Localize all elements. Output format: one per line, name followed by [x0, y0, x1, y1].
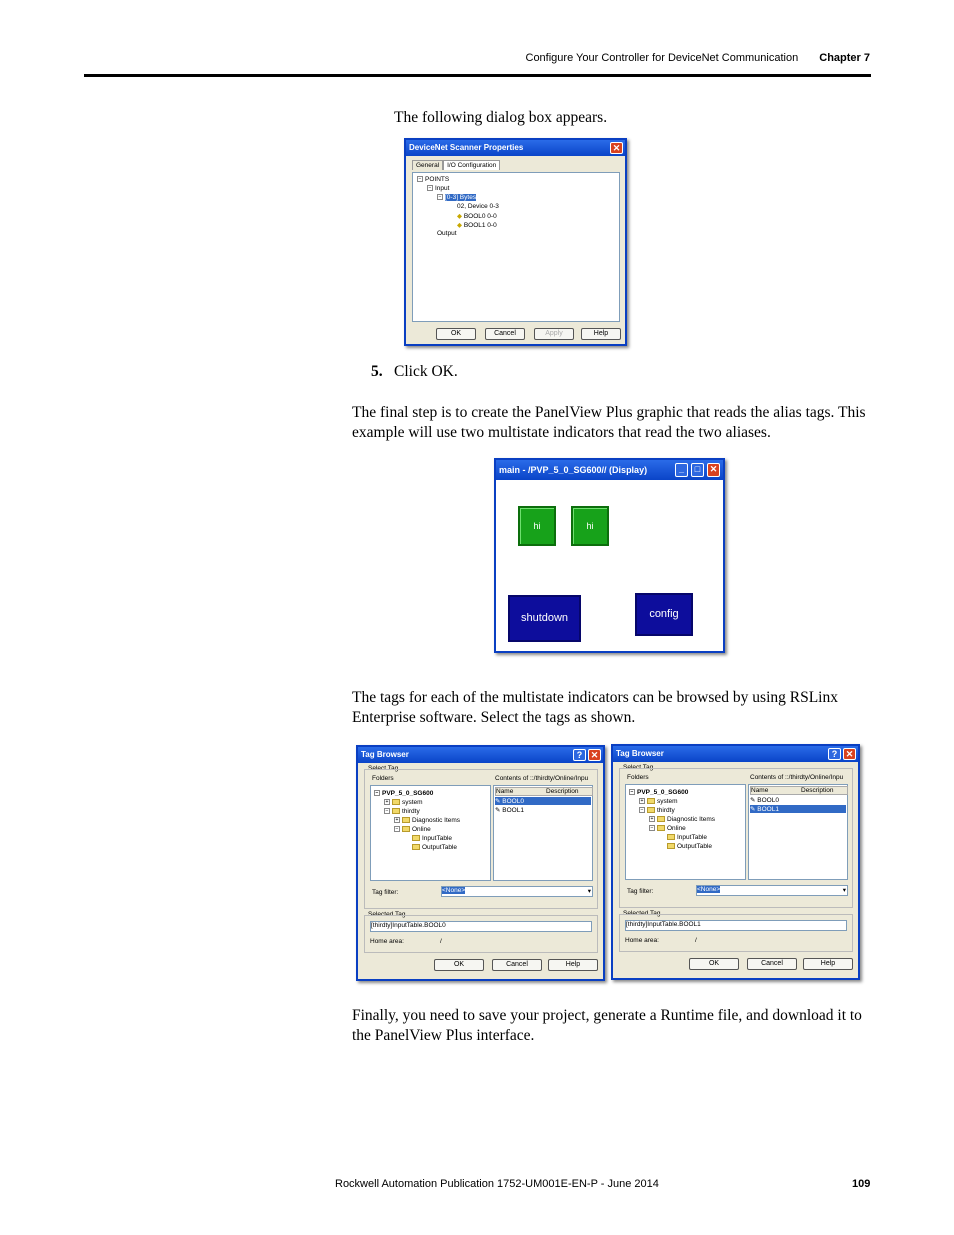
help-icon[interactable]: ?	[828, 748, 841, 760]
tree-item[interactable]: − Online	[395, 826, 431, 833]
ok-button[interactable]: OK	[689, 958, 739, 970]
home-area-value: /	[695, 937, 697, 944]
selected-tag-label: Selected Tag	[368, 911, 406, 918]
step-text: Click OK.	[394, 363, 458, 380]
folder-icon	[647, 798, 655, 804]
folder-icon	[657, 825, 665, 831]
header-section: Configure Your Controller for DeviceNet Communication	[525, 52, 799, 64]
step-number: 5.	[371, 363, 383, 380]
tree-item[interactable]: − PVP_5_0_SG600	[375, 790, 434, 797]
display-title: main - /PVP_5_0_SG600// (Display)	[499, 465, 648, 475]
tag-icon: ✎	[750, 797, 756, 804]
io-tree	[412, 172, 620, 322]
help-button[interactable]: Help	[803, 958, 853, 970]
folder-icon	[412, 844, 420, 850]
tree-item[interactable]: − Input	[428, 185, 450, 192]
tag-browser-title: Tag Browser	[361, 750, 409, 759]
header-chapter: Chapter 7	[819, 52, 870, 64]
paragraph-final-step: The final step is to create the PanelView Plus graphic that reads the alias tags. This example will use two multistate indicators that read the two aliases.	[352, 404, 866, 441]
folders-tree	[625, 784, 746, 880]
folder-icon	[647, 807, 655, 813]
tree-item[interactable]: − Online	[650, 825, 686, 832]
close-icon[interactable]: ✕	[610, 142, 623, 154]
ok-button[interactable]: OK	[436, 328, 476, 340]
tree-item[interactable]: ◆ BOOL1 0-0	[457, 222, 497, 229]
list-item[interactable]: ✎ BOOL0	[495, 797, 591, 805]
maximize-icon[interactable]: □	[691, 463, 704, 477]
close-icon[interactable]: ✕	[707, 463, 720, 477]
tag-browser-left	[356, 745, 605, 981]
display-window	[494, 458, 725, 653]
tag-icon: ✎	[495, 807, 501, 814]
list-item[interactable]: ✎ BOOL0	[750, 797, 779, 804]
tag-filter-select[interactable]: <None> ▾	[697, 886, 846, 894]
devicenet-scanner-dialog	[404, 138, 627, 346]
tree-item[interactable]: OutputTable	[667, 843, 712, 850]
shutdown-button[interactable]: shutdown	[508, 595, 581, 642]
tab-io-configuration[interactable]: I/O Configuration	[443, 160, 500, 170]
tree-item[interactable]: OutputTable	[412, 844, 457, 851]
tag-filter-select[interactable]: <None> ▾	[442, 887, 591, 895]
help-button[interactable]: Help	[581, 328, 621, 340]
footer-publication: Rockwell Automation Publication 1752-UM001E-EN-P - June 2014	[335, 1178, 659, 1190]
contents-list	[748, 784, 848, 880]
dialog-tabs	[412, 160, 500, 170]
tree-item[interactable]: − thirdty	[640, 807, 675, 814]
tree-item[interactable]: Output	[437, 230, 457, 237]
folder-icon	[392, 799, 400, 805]
close-icon[interactable]: ✕	[843, 748, 856, 760]
help-button[interactable]: Help	[548, 959, 598, 971]
contents-list	[493, 785, 593, 881]
tree-item[interactable]: 02, Device 0-3	[457, 203, 499, 210]
column-header[interactable]: Name Description	[495, 787, 593, 796]
tree-item[interactable]: − POINTS	[418, 176, 450, 183]
tree-item[interactable]: + Diagnostic Items	[395, 817, 461, 824]
tree-item[interactable]: InputTable	[667, 834, 707, 841]
cancel-button[interactable]: Cancel	[485, 328, 525, 340]
config-button[interactable]: config	[635, 593, 693, 636]
ok-button[interactable]: OK	[434, 959, 484, 971]
folders-label: Folders	[372, 775, 394, 782]
tree-item[interactable]: − thirdty	[385, 808, 420, 815]
tag-filter-label: Tag filter:	[627, 888, 654, 895]
tag-filter-label: Tag filter:	[372, 889, 399, 896]
paragraph-tags: The tags for each of the multistate indicators can be browsed by using RSLinx Enterprise software. Select the tags as shown.	[352, 689, 838, 726]
tag-browser-right	[611, 744, 860, 980]
folder-icon	[667, 843, 675, 849]
tag-icon: ✎	[495, 798, 501, 805]
multistate-indicator-1[interactable]: hi	[518, 506, 556, 546]
tab-general[interactable]: General	[412, 160, 443, 170]
tag-icon: ◆	[457, 213, 462, 220]
home-area-label: Home area:	[370, 938, 404, 945]
cancel-button[interactable]: Cancel	[747, 958, 797, 970]
folders-label: Folders	[627, 774, 649, 781]
contents-label: Contents of ::/thirdty/Online/Inpu	[495, 775, 595, 782]
tree-item[interactable]: ◆ BOOL0 0-0	[457, 213, 497, 220]
folder-icon	[402, 826, 410, 832]
close-icon[interactable]: ✕	[588, 749, 601, 761]
tree-item[interactable]: − PVP_5_0_SG600	[630, 789, 689, 796]
tree-item[interactable]: InputTable	[412, 835, 452, 842]
folder-icon	[667, 834, 675, 840]
minimize-icon[interactable]: _	[675, 463, 688, 477]
tag-icon: ✎	[750, 806, 756, 813]
folder-icon	[412, 835, 420, 841]
cancel-button[interactable]: Cancel	[492, 959, 542, 971]
dialog-title-bar	[406, 140, 625, 156]
folder-icon	[402, 817, 410, 823]
list-item[interactable]: ✎ BOOL1	[750, 805, 846, 813]
header-rule	[84, 74, 871, 77]
tree-item[interactable]: + Diagnostic Items	[650, 816, 716, 823]
chevron-down-icon: ▾	[842, 887, 846, 894]
contents-label: Contents of ::/thirdty/Online/Inpu	[750, 774, 850, 781]
intro-text: The following dialog box appears.	[394, 109, 608, 126]
tree-item[interactable]: + system	[385, 799, 423, 806]
tree-item[interactable]: + system	[640, 798, 678, 805]
selected-tag-field[interactable]: [thirdty]InputTable.BOOL1	[625, 920, 847, 931]
select-tag-label: Select Tag	[623, 764, 654, 771]
home-area-value: /	[440, 938, 442, 945]
selected-tag-field[interactable]: [thirdty]InputTable.BOOL0	[370, 921, 592, 932]
tag-browser-title-bar	[613, 746, 858, 762]
display-title-bar	[496, 460, 723, 480]
list-item[interactable]: ✎ BOOL1	[495, 807, 524, 814]
dialog-title: DeviceNet Scanner Properties	[409, 143, 524, 152]
chevron-down-icon: ▾	[587, 888, 591, 895]
folder-icon	[657, 816, 665, 822]
selected-tag-label: Selected Tag	[623, 910, 661, 917]
folder-icon	[392, 808, 400, 814]
column-header[interactable]: Name Description	[750, 786, 848, 795]
multistate-indicator-2[interactable]: hi	[571, 506, 609, 546]
tag-browser-title: Tag Browser	[616, 749, 664, 758]
tag-icon: ◆	[457, 222, 462, 229]
apply-button[interactable]: Apply	[534, 328, 574, 340]
page-number: 109	[852, 1178, 871, 1190]
home-area-label: Home area:	[625, 937, 659, 944]
folders-tree	[370, 785, 491, 881]
paragraph-finally: Finally, you need to save your project, generate a Runtime file, and download it to the PanelView Plus interface.	[352, 1007, 862, 1044]
select-tag-label: Select Tag	[368, 765, 399, 772]
tag-browser-title-bar	[358, 747, 603, 763]
page-header	[508, 52, 871, 64]
help-icon[interactable]: ?	[573, 749, 586, 761]
tree-item[interactable]: − [0-3] Bytes	[438, 194, 477, 201]
